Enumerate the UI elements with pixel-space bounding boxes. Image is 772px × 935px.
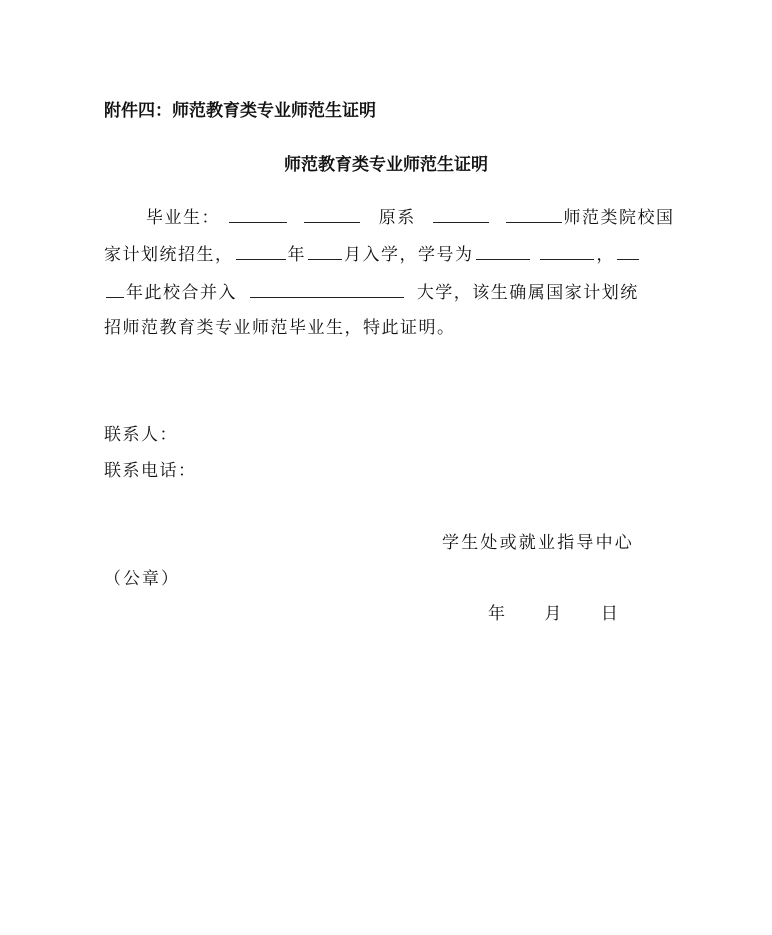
seal-label: （公章） [104, 569, 180, 589]
graduate-id-blank[interactable] [304, 206, 360, 223]
enroll-month-blank[interactable] [308, 243, 342, 260]
merge-year-blank-b[interactable] [106, 281, 124, 298]
issuer-name: 学生处或就业指导中心 [442, 533, 634, 553]
date-day-label: 日 [600, 604, 618, 624]
body-line-4 [104, 317, 456, 339]
contact-phone-label: 联系电话： [104, 461, 197, 481]
enroll-year-blank[interactable] [236, 243, 286, 260]
dept-blank-2[interactable] [506, 206, 562, 223]
month-enroll-text: 月入学，学号为 [344, 245, 474, 265]
comma: ， [596, 245, 615, 265]
line2-start: 家计划统招生， [104, 245, 234, 265]
certificate-title: 师范教育类专业师范生证明 [284, 155, 488, 175]
line4-text: 招师范教育类专业师范毕业生，特此证明。 [104, 318, 456, 338]
year-label: 年 [287, 245, 306, 265]
merge-year-blank-a[interactable] [617, 243, 639, 260]
body-line-3 [104, 281, 639, 304]
original-dept-label: 原系 [378, 208, 416, 228]
date-year-label: 年 [488, 604, 505, 624]
dept-blank-1[interactable] [433, 206, 489, 223]
normal-college-text: 师范类院校国 [563, 208, 675, 228]
attachment-title: 附件四：师范教育类专业师范生证明 [104, 101, 376, 121]
body-line-2 [104, 243, 641, 266]
contact-person-label: 联系人： [104, 425, 178, 445]
graduate-name-blank[interactable] [229, 206, 287, 223]
student-number-blank-2[interactable] [540, 243, 594, 260]
date-month-label: 月 [544, 604, 562, 624]
university-name-blank[interactable] [250, 281, 404, 298]
student-number-blank-1[interactable] [476, 243, 530, 260]
body-line-1 [146, 206, 675, 229]
date-line [488, 603, 618, 625]
year-merge-text: 年此校合并入 [126, 283, 237, 303]
university-text: 大学，该生确属国家计划统 [416, 283, 639, 303]
graduate-label: 毕业生： [146, 208, 220, 228]
